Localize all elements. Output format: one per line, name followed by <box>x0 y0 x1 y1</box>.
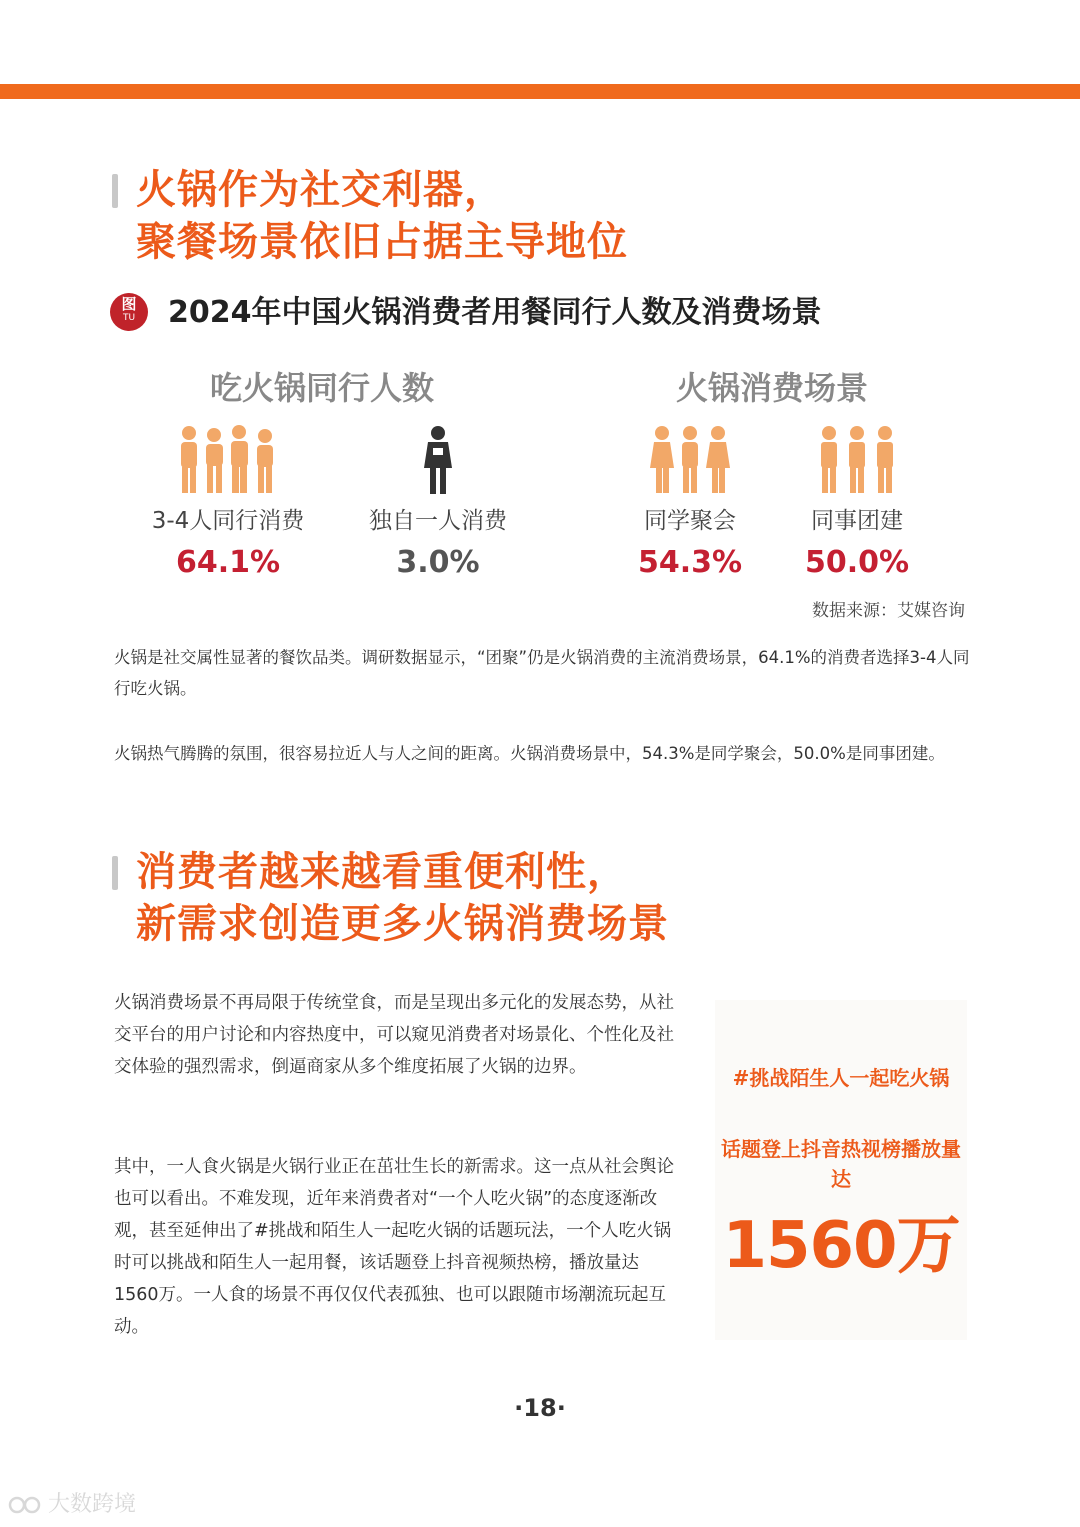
stat-label: 独自一人消费 <box>369 508 507 534</box>
section-title-marker <box>112 174 118 208</box>
group-of-four-people-icon <box>173 424 283 496</box>
callout-hashtag: #挑战陌生人一起吃火锅 <box>732 1066 950 1090</box>
page-number: ·18· <box>514 1394 566 1422</box>
section-title-line-2: 新需求创造更多火锅消费场景 <box>136 901 669 947</box>
paragraph-social-1: 火锅是社交属性显著的餐饮品类。调研数据显示，“团聚”仍是火锅消费的主流消费场景，64.1%的消费者选择3-4人同行吃火锅。 <box>114 648 970 698</box>
stat-label: 同事团建 <box>811 508 903 534</box>
stat-value: 50.0% <box>804 545 910 580</box>
group-title-party-size: 吃火锅同行人数 <box>210 369 435 407</box>
stat-label: 3-4人同行消费 <box>151 508 305 534</box>
section-title-line-2: 聚餐场景依旧占据主导地位 <box>136 219 628 265</box>
highlight-callout <box>715 1000 967 1340</box>
watermark-logo-icon <box>8 1492 42 1518</box>
top-accent-bar <box>0 84 1080 99</box>
colleagues-team-icon <box>815 424 899 496</box>
stat-group-dining <box>128 424 328 582</box>
figure-badge-latin: TU <box>122 313 136 323</box>
callout-description: 话题登上抖音热视榜播放量达 <box>721 1137 961 1191</box>
data-source: 数据来源：艾媒咨询 <box>812 601 965 621</box>
paragraph-social-2: 火锅热气腾腾的氛围，很容易拉近人与人之间的距离。火锅消费场景中，54.3%是同学聚会，50.0%是同事团建。 <box>114 744 945 763</box>
section-title-line-1: 消费者越来越看重便利性， <box>136 849 628 895</box>
stat-label: 同学聚会 <box>644 508 736 534</box>
paragraph-scenarios-1: 火锅消费场景不再局限于传统堂食，而是呈现出多元化的发展态势，从社交平台的用户讨论和内容热度中，可以窥见消费者对场景化、个性化及社交体验的强烈需求，倒逼商家从多个维度拓展了火锅的边界。 <box>114 993 674 1077</box>
stat-value: 3.0% <box>396 545 480 580</box>
figure-badge-char: 图 <box>121 295 137 313</box>
watermark-text: 大数跨境 <box>48 1492 137 1517</box>
group-title-scenarios: 火锅消费场景 <box>676 369 869 407</box>
section-title-marker <box>112 856 118 890</box>
paragraph-scenarios-2: 其中，一人食火锅是火锅行业正在茁壮生长的新需求。这一点从社会舆论也可以看出。不难发现，近年来消费者对“一个人吃火锅”的态度逐渐改观，甚至延伸出了#挑战和陌生人一起吃火锅的话题玩法，一个人吃火锅时可以挑战和陌生人一起用餐，该话题登上抖音视频热榜，播放量达1560万。一人食的场景不再仅仅代表孤独、也可以跟随市场潮流玩起互动。 <box>114 1157 674 1337</box>
stat-solo-dining <box>338 424 538 582</box>
stat-colleagues <box>757 424 957 582</box>
section-title-line-1: 火锅作为社交利器， <box>136 167 505 213</box>
single-person-icon <box>418 424 458 496</box>
figure-badge-icon <box>110 293 148 331</box>
callout-big-number: 1560万 <box>722 1209 960 1283</box>
figure-title-text: 2024年中国火锅消费者用餐同行人数及消费场景 <box>168 295 822 330</box>
classmates-gathering-icon <box>648 424 732 496</box>
stat-value: 64.1% <box>175 545 281 580</box>
stat-value: 54.3% <box>637 545 743 580</box>
